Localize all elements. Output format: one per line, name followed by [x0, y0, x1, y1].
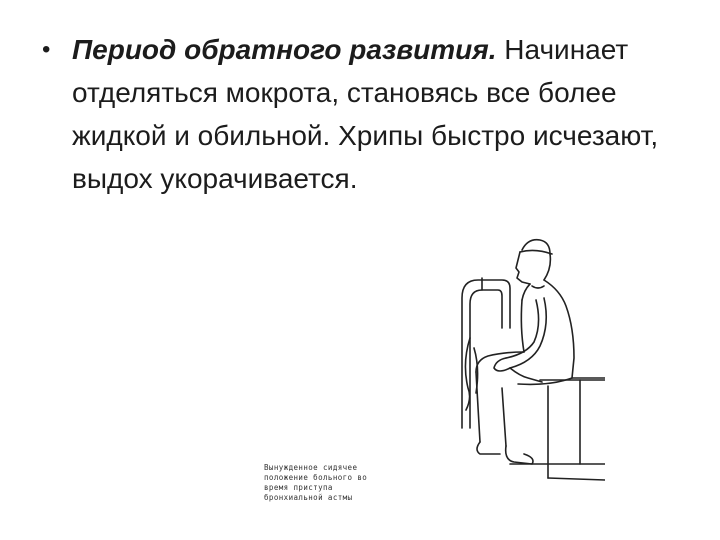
- bullet-text: [72, 28, 662, 200]
- bullet-point: [42, 28, 662, 200]
- patient-illustration: [440, 228, 605, 490]
- bullet-body: Начинает отделяться мокрота, становясь все более жидкой и обильной. Хрипы быстро исчезают, выдох укорачивается.: [72, 34, 659, 194]
- seated-patient-drawing: [440, 228, 605, 490]
- figure-caption: Вынужденное сидячее положение больного во время приступа бронхиальной астмы: [264, 463, 368, 502]
- bullet-heading: Период обратного развития.: [72, 34, 497, 65]
- bullet-symbol: •: [42, 36, 51, 63]
